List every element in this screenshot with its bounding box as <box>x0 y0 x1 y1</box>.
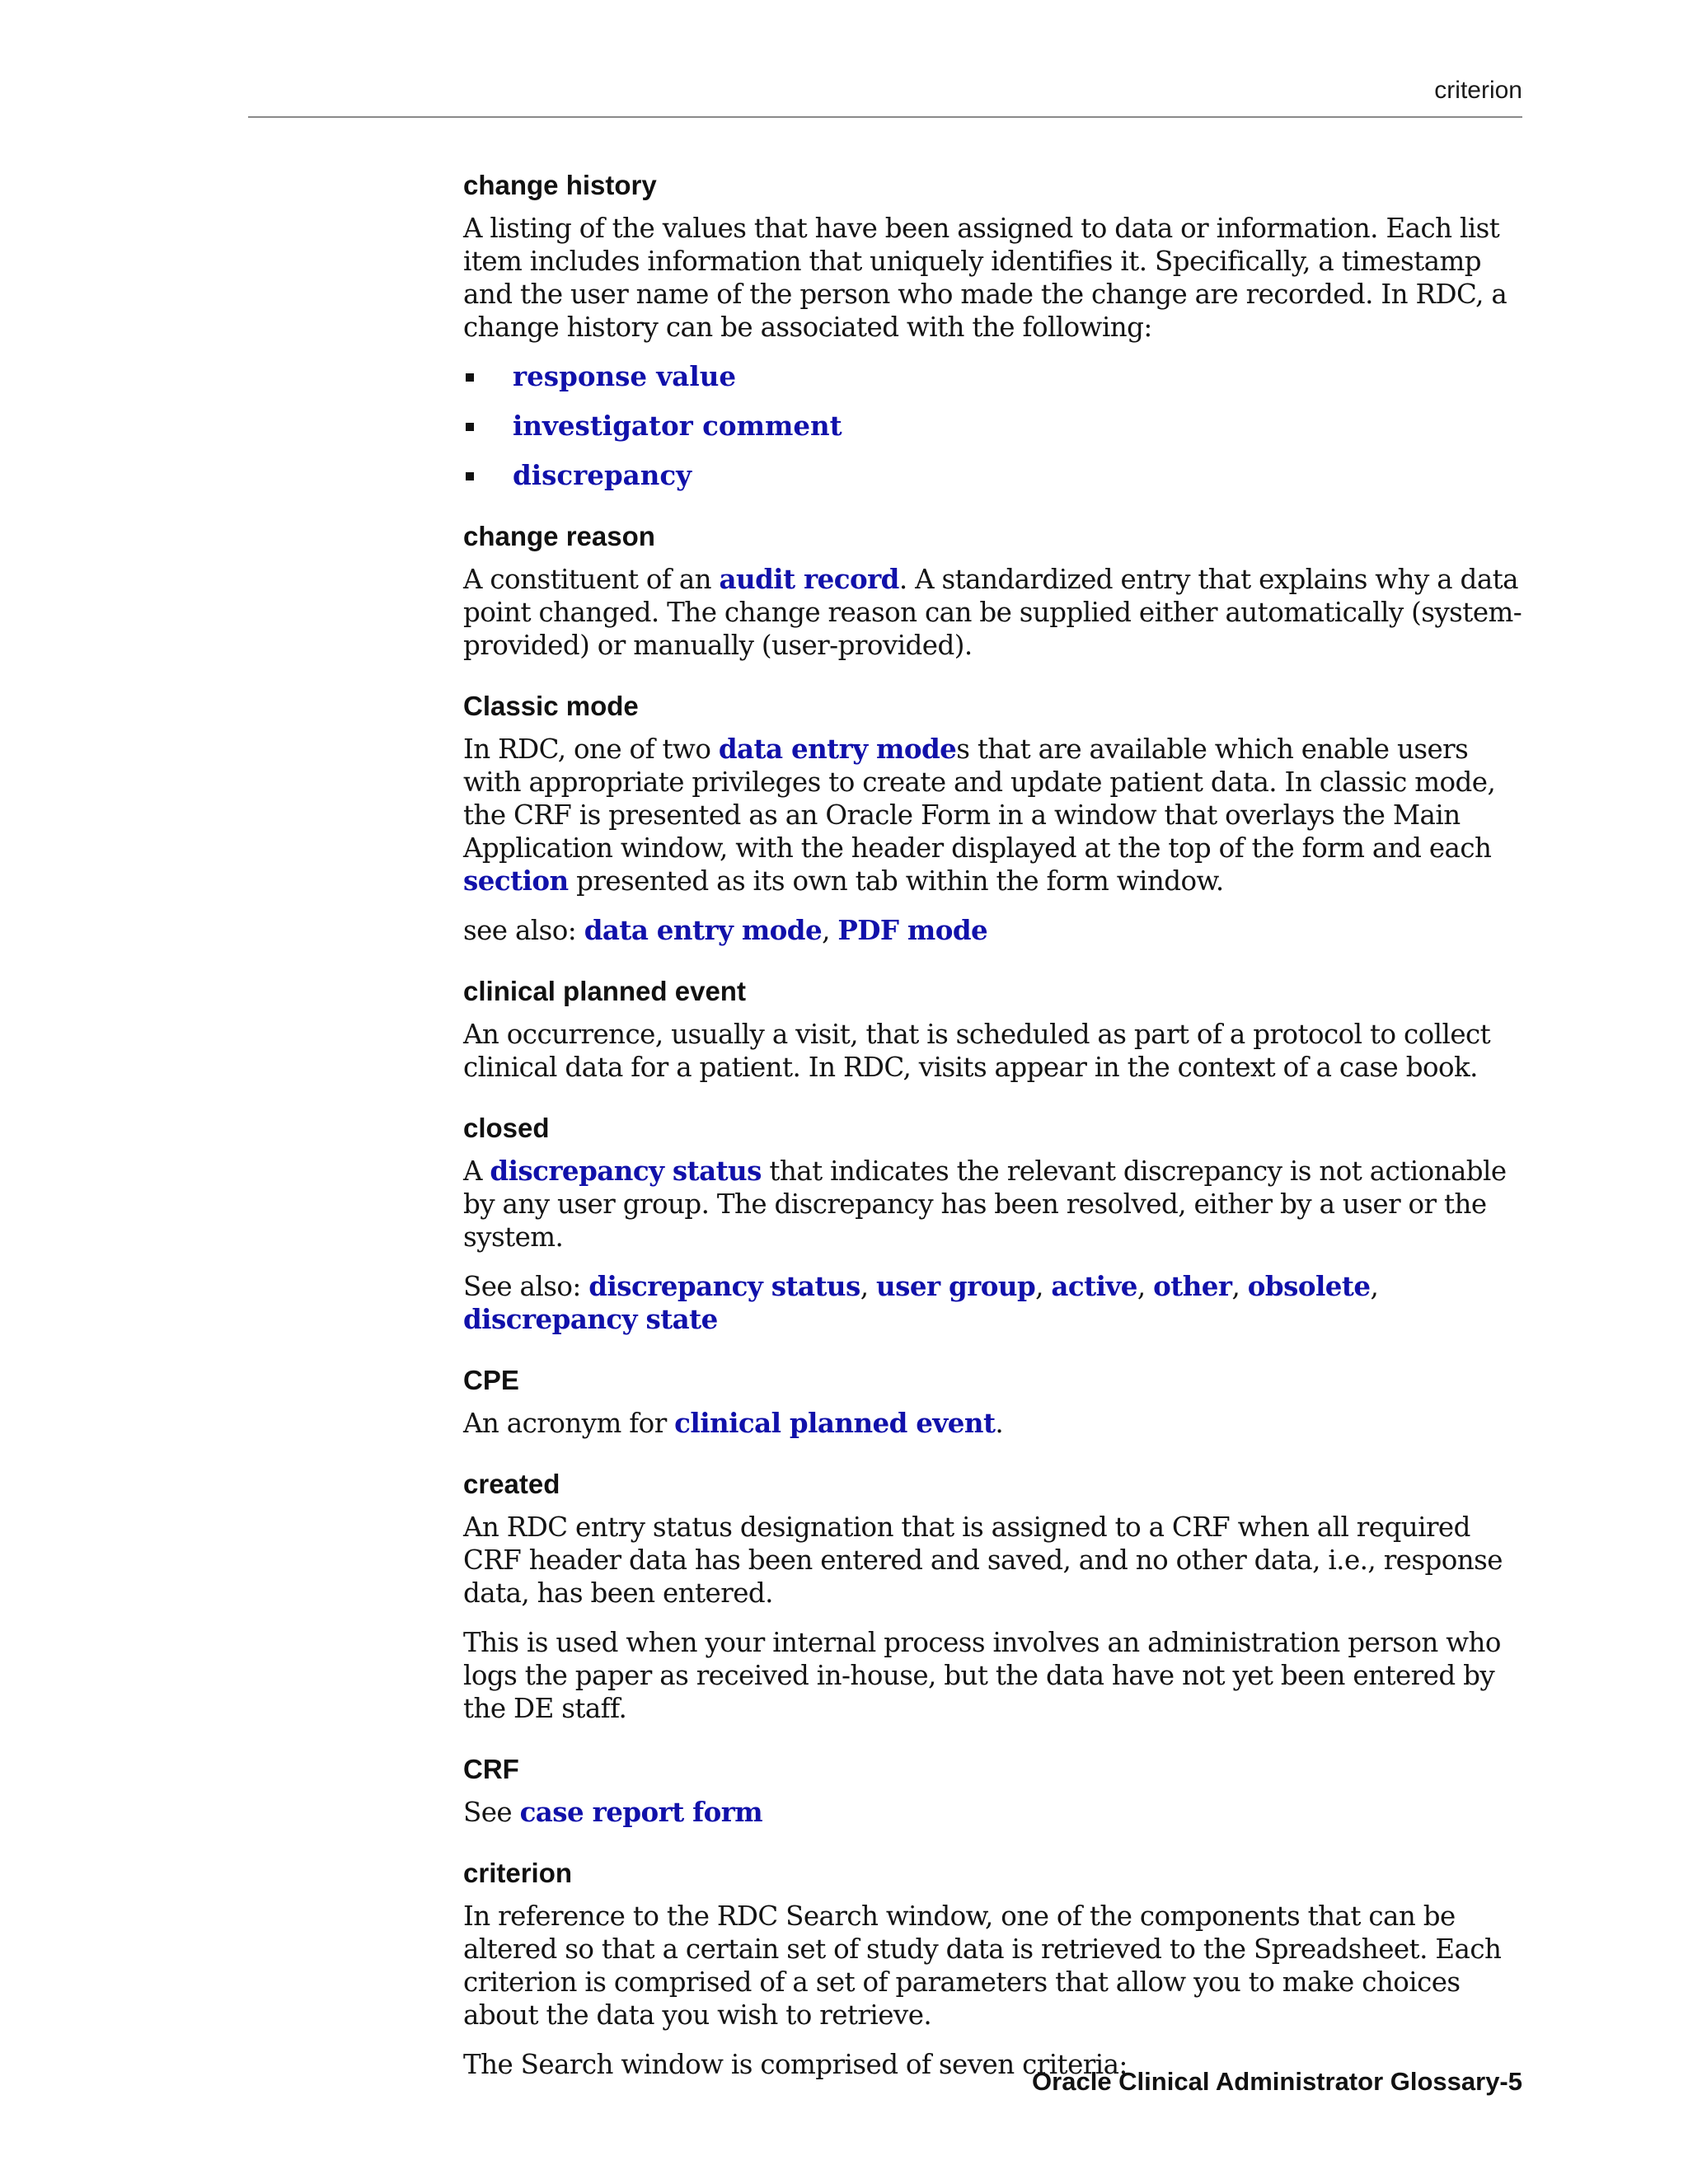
definition <box>463 563 1526 662</box>
list-item <box>463 459 1526 492</box>
xref-link[interactable]: discrepancy <box>513 459 692 491</box>
xref-link[interactable]: data entry mode <box>718 733 957 765</box>
text-run: that indicates the relevant discrepancy is not actionable by any user group. The discrepancy has been resolved, either by a user or the system. <box>463 1155 1507 1253</box>
text-run: presented as its own tab within the form window. <box>568 865 1224 897</box>
square-bullet-icon <box>466 472 474 480</box>
xref-link[interactable]: user group <box>876 1270 1036 1302</box>
text-run: A constituent of an <box>463 564 720 595</box>
xref-link[interactable]: response value <box>513 360 737 392</box>
entry-classic-mode <box>463 690 1526 947</box>
definition: The Search window is comprised of seven criteria: <box>463 2049 1128 2080</box>
text-run: . A standardized entry that explains why a data point changed. The change reason can be supplied either automatically (system-provided) or manually (user-provided). <box>463 564 1522 661</box>
entry-change-reason <box>463 520 1526 662</box>
entry-crf <box>463 1753 1526 1829</box>
text-run: An acronym for <box>463 1408 675 1439</box>
running-header-title: criterion <box>1434 77 1522 104</box>
entry-created <box>463 1468 1526 1725</box>
text-run: See <box>463 1797 520 1828</box>
term-heading: criterion <box>463 1858 573 1888</box>
xref-link[interactable]: section <box>463 865 569 897</box>
text-run: In RDC, one of two <box>463 733 719 765</box>
square-bullet-icon <box>466 423 474 431</box>
entry-closed <box>463 1112 1526 1336</box>
term-heading: CRF <box>463 1754 519 1784</box>
text-run: s that are available which enable users with appropriate privileges to create and update patient data. In classic mode, the CRF is presented as an Oracle Form in a window that overlays the Main Application window, with the header displayed at the top of the form and each <box>463 733 1496 864</box>
running-header <box>248 75 1522 118</box>
glossary-content <box>463 169 1526 2109</box>
definition <box>463 733 1526 898</box>
xref-link[interactable]: active <box>1051 1270 1137 1302</box>
term-heading: Classic mode <box>463 691 639 721</box>
term-heading: clinical planned event <box>463 976 746 1006</box>
entry-clinical-planned-event <box>463 975 1526 1084</box>
xref-link[interactable]: investigator comment <box>513 410 842 442</box>
definition <box>463 1796 1526 1829</box>
entry-criterion <box>463 1857 1526 2081</box>
term-heading: created <box>463 1469 560 1499</box>
xref-link[interactable]: discrepancy status <box>588 1270 860 1302</box>
xref-link[interactable]: clinical planned event <box>674 1407 996 1439</box>
list-item <box>463 410 1526 443</box>
text-run: A <box>463 1155 490 1187</box>
term-heading: change history <box>463 170 657 200</box>
definition: A listing of the values that have been assigned to data or information. Each list item includes information that uniquely identifies it. Specifically, a timestamp and the user name of the person who made the change are recorded. In RDC, a change history can be associated with the following: <box>463 213 1507 343</box>
text-run: . <box>995 1408 1004 1439</box>
entry-cpe <box>463 1364 1526 1440</box>
xref-link[interactable]: obsolete <box>1247 1270 1371 1302</box>
definition <box>463 1407 1526 1440</box>
term-heading: closed <box>463 1113 550 1143</box>
see-also-label: see also: <box>463 915 584 946</box>
xref-link[interactable]: data entry mode <box>584 914 823 946</box>
definition: This is used when your internal process involves an administration person who logs the paper as received in-house, but the data have not yet been entered by the DE staff. <box>463 1627 1501 1724</box>
term-heading: CPE <box>463 1365 519 1395</box>
definition: An occurrence, usually a visit, that is scheduled as part of a protocol to collect clinical data for a patient. In RDC, visits appear in the context of a case book. <box>463 1019 1491 1083</box>
see-also-label: See also: <box>463 1271 589 1302</box>
square-bullet-icon <box>466 373 474 382</box>
xref-link[interactable]: discrepancy status <box>490 1155 762 1187</box>
definition: An RDC entry status designation that is assigned to a CRF when all required CRF header data has been entered and saved, and no other data, i.e., response data, has been entered. <box>463 1511 1503 1609</box>
term-heading: change reason <box>463 521 655 551</box>
entry-change-history <box>463 169 1526 492</box>
xref-link[interactable]: case report form <box>519 1796 763 1828</box>
xref-link[interactable]: discrepancy state <box>463 1303 718 1335</box>
definition: In reference to the RDC Search window, one of the components that can be altered so that a certain set of study data is retrieved to the Spreadsheet. Each criterion is comprised of a set of parameters that allow you to make choices about the data you wish to retrieve. <box>463 1900 1502 2031</box>
list-item <box>463 360 1526 393</box>
xref-link[interactable]: audit record <box>719 563 899 595</box>
see-also: See also: discrepancy status, user group, active, other, obsolete, discrepancy state <box>463 1270 1379 1335</box>
xref-link[interactable]: other <box>1153 1270 1232 1302</box>
definition <box>463 1155 1526 1254</box>
page-footer: Oracle Clinical Administrator Glossary-5 <box>1032 2067 1522 2096</box>
see-also: see also: data entry mode, PDF mode <box>463 914 988 946</box>
xref-link[interactable]: PDF mode <box>837 914 988 946</box>
bullet-list <box>463 360 1526 492</box>
